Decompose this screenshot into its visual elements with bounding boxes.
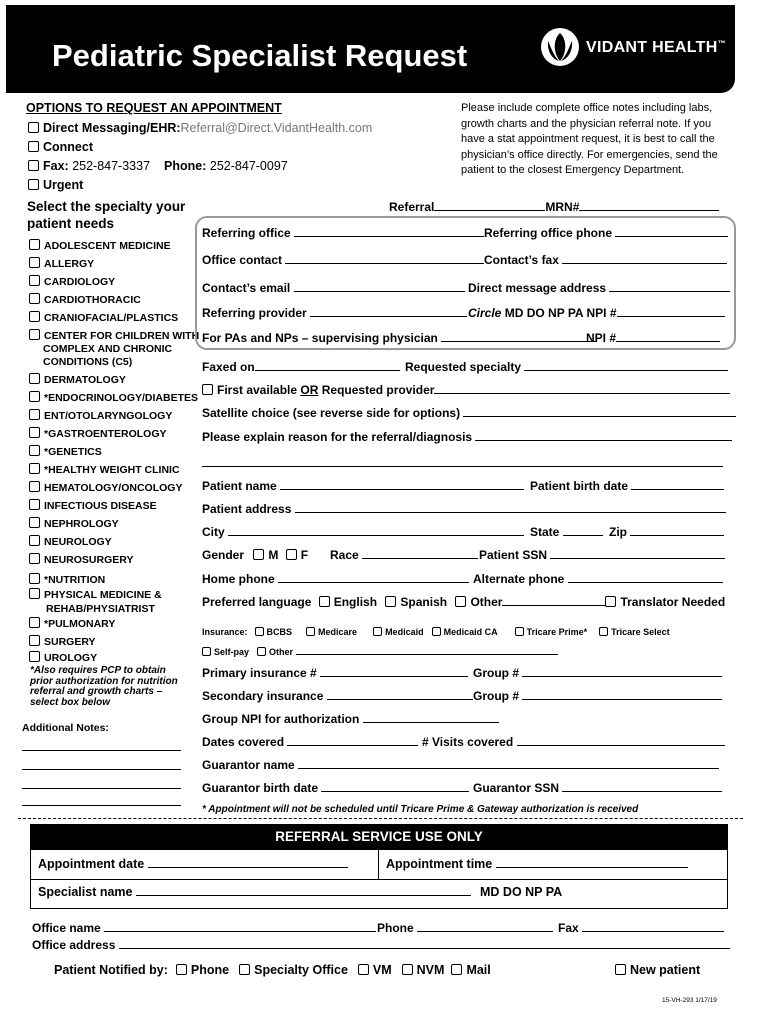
direct-checkbox[interactable]: [28, 122, 39, 133]
medicaid-checkbox[interactable]: [373, 627, 382, 636]
checkbox[interactable]: [29, 617, 40, 628]
spanish-checkbox[interactable]: [385, 596, 396, 607]
patient-notified-options[interactable]: Patient Notified by: Phone Specialty Office VM NVM Mail: [54, 963, 491, 977]
specialist-name-field[interactable]: Specialist name: [38, 885, 471, 899]
specialty-allergy[interactable]: ALLERGY: [29, 257, 94, 270]
alternate-phone-field[interactable]: Alternate phone: [473, 572, 723, 586]
notes-line[interactable]: [22, 805, 181, 806]
bcbs-checkbox[interactable]: [255, 627, 264, 636]
dates-covered-field[interactable]: Dates covered: [202, 735, 418, 749]
npi-field[interactable]: NPI #: [586, 331, 720, 345]
specialty-cardiology[interactable]: CARDIOLOGY: [29, 275, 115, 288]
insurance-options[interactable]: Insurance: BCBS Medicare Medicaid Medicaid CA Tricare Prime* Tricare Select: [202, 627, 670, 637]
specialist-credentials[interactable]: MD DO NP PA: [480, 885, 563, 899]
specialty-heading: Select the specialty your patient needs: [27, 199, 186, 231]
tricare-select-checkbox[interactable]: [599, 627, 608, 636]
medicare-checkbox[interactable]: [306, 627, 315, 636]
specialty-hematology[interactable]: HEMATOLOGY/ONCOLOGY: [29, 481, 182, 494]
specialty-physical-medicine[interactable]: PHYSICAL MEDICINE & REHAB/PHYSIATRIST: [29, 588, 162, 616]
fax-checkbox[interactable]: [28, 160, 39, 171]
translator-checkbox[interactable]: [605, 596, 616, 607]
guarantor-ssn-field[interactable]: Guarantor SSN: [473, 781, 722, 795]
specialty-dermatology[interactable]: DERMATOLOGY: [29, 373, 126, 386]
checkbox[interactable]: [29, 499, 40, 510]
specialty-urology[interactable]: UROLOGY: [29, 651, 97, 664]
office-name-field[interactable]: Office name: [32, 921, 376, 935]
supervising-physician-field[interactable]: For PAs and NPs – supervising physician: [202, 331, 597, 345]
first-available-checkbox[interactable]: [202, 384, 213, 395]
gender-field[interactable]: Gender M F: [202, 548, 309, 562]
notified-phone-checkbox[interactable]: [176, 964, 187, 975]
notes-line[interactable]: [22, 788, 181, 789]
options-heading: OPTIONS TO REQUEST AN APPOINTMENT: [26, 101, 282, 115]
instructions-notice: Please include complete office notes including labs, growth charts and the physician referral note. If you have a stat appointment request, it is best to call the physician’s office directly. For emergencies, send the patient to the closest Emergency Department.: [461, 102, 718, 177]
specialty-genetics[interactable]: *GENETICS: [29, 445, 102, 458]
checkbox[interactable]: [29, 409, 40, 420]
specialty-infectious[interactable]: INFECTIOUS DISEASE: [29, 499, 157, 512]
specialty-pulmonary[interactable]: *PULMONARY: [29, 617, 115, 630]
requested-specialty-field[interactable]: Requested specialty: [405, 360, 728, 374]
additional-notes-label: Additional Notes:: [22, 722, 109, 734]
notes-line[interactable]: [22, 769, 181, 770]
checkbox[interactable]: [29, 463, 40, 474]
group2-field[interactable]: Group #: [473, 689, 722, 703]
checkbox[interactable]: [29, 239, 40, 250]
specialty-gastro[interactable]: *GASTROENTEROLOGY: [29, 427, 167, 440]
notified-mail-checkbox[interactable]: [451, 964, 462, 975]
form-code: 15-VH-293 1/17/19: [662, 997, 717, 1004]
option-fax-phone[interactable]: Fax: 252-847-3337 Phone: 252-847-0097: [28, 159, 288, 173]
other-insurance-checkbox[interactable]: [257, 647, 266, 656]
direct-message-field[interactable]: Direct message address: [468, 281, 730, 295]
tricare-prime-checkbox[interactable]: [515, 627, 524, 636]
appointment-date-field[interactable]: Appointment date: [38, 857, 348, 871]
checkbox[interactable]: [29, 445, 40, 456]
primary-insurance-field[interactable]: Primary insurance #: [202, 666, 468, 680]
notified-vm-checkbox[interactable]: [358, 964, 369, 975]
office-contact-field[interactable]: Office contact: [202, 253, 484, 267]
notified-nvm-checkbox[interactable]: [402, 964, 413, 975]
group1-field[interactable]: Group #: [473, 666, 722, 680]
checkbox[interactable]: [29, 651, 40, 662]
service-divider: [30, 879, 728, 880]
circle-credentials[interactable]: Circle MD DO NP PA NPI #: [468, 306, 725, 320]
checkbox[interactable]: [29, 573, 40, 584]
notified-specialty-checkbox[interactable]: [239, 964, 250, 975]
office-address-field[interactable]: Office address: [32, 938, 730, 952]
patient-address-field[interactable]: Patient address: [202, 502, 726, 516]
home-phone-field[interactable]: Home phone: [202, 572, 469, 586]
referring-office-phone-field[interactable]: Referring office phone: [484, 226, 728, 240]
first-available-field[interactable]: First available OR Requested provider: [202, 383, 730, 397]
specialty-healthy-weight[interactable]: *HEALTHY WEIGHT CLINIC: [29, 463, 180, 476]
vidant-logo-icon: [540, 27, 580, 67]
appointment-time-field[interactable]: Appointment time: [386, 857, 688, 871]
connect-checkbox[interactable]: [28, 141, 39, 152]
service-divider: [30, 849, 728, 850]
satellite-choice-field[interactable]: Satellite choice (see reverse side for options): [202, 406, 736, 420]
service-divider: [378, 849, 379, 879]
checkbox[interactable]: [29, 481, 40, 492]
checkbox[interactable]: [29, 293, 40, 304]
specialty-craniofacial[interactable]: CRANIOFACIAL/PLASTICS: [29, 311, 178, 324]
service-heading: REFERRAL SERVICE USE ONLY: [275, 829, 483, 844]
state-field[interactable]: State: [530, 525, 603, 539]
specialty-adolescent[interactable]: ADOLESCENT MEDICINE: [29, 239, 171, 252]
checkbox[interactable]: [29, 329, 40, 340]
cut-line: [18, 818, 743, 819]
specialty-neurology[interactable]: NEUROLOGY: [29, 535, 112, 548]
specialty-endocrinology[interactable]: *ENDOCRINOLOGY/DIABETES: [29, 391, 198, 404]
checkbox[interactable]: [29, 588, 40, 599]
contacts-email-field[interactable]: Contact’s email: [202, 281, 465, 295]
page-title: Pediatric Specialist Request: [52, 38, 468, 73]
secondary-insurance-field[interactable]: Secondary insurance: [202, 689, 473, 703]
medicaid-ca-checkbox[interactable]: [432, 627, 441, 636]
contacts-fax-field[interactable]: Contact’s fax: [484, 253, 727, 267]
referring-provider-field[interactable]: Referring provider: [202, 306, 467, 320]
option-connect[interactable]: Connect: [28, 140, 93, 154]
other-language-checkbox[interactable]: [455, 596, 466, 607]
nutrition-note: *Also requires PCP to obtain prior authorization for nutrition referral and growth charts – select box below: [30, 665, 178, 708]
guarantor-name-field[interactable]: Guarantor name: [202, 758, 719, 772]
reason-line[interactable]: [202, 466, 723, 467]
checkbox[interactable]: [29, 257, 40, 268]
specialty-cardiothoracic[interactable]: CARDIOTHORACIC: [29, 293, 141, 306]
zip-field[interactable]: Zip: [609, 525, 724, 539]
checkbox[interactable]: [29, 275, 40, 286]
patient-name-field[interactable]: Patient name: [202, 479, 524, 493]
checkbox[interactable]: [29, 635, 40, 646]
option-urgent[interactable]: Urgent: [28, 178, 83, 192]
city-field[interactable]: City: [202, 525, 524, 539]
checkbox[interactable]: [29, 373, 40, 384]
gender-f-checkbox[interactable]: [286, 549, 297, 560]
selfpay-checkbox[interactable]: [202, 647, 211, 656]
faxed-on-field[interactable]: Faxed on: [202, 360, 400, 374]
option-direct-messaging[interactable]: Direct Messaging/EHR:Referral@Direct.VidantHealth.com: [28, 121, 372, 135]
specialty-center-children[interactable]: CENTER FOR CHILDREN WITH COMPLEX AND CHRONIC CONDITIONS (C5): [29, 329, 199, 369]
checkbox[interactable]: [29, 517, 40, 528]
patient-ssn-field[interactable]: Patient SSN: [479, 548, 725, 562]
insurance-options-2[interactable]: Self-pay Other: [202, 646, 558, 657]
patient-birth-date-field[interactable]: Patient birth date: [530, 479, 724, 493]
guarantor-birth-field[interactable]: Guarantor birth date: [202, 781, 469, 795]
gender-m-checkbox[interactable]: [253, 549, 264, 560]
specialty-nutrition[interactable]: *NUTRITION: [29, 573, 105, 586]
race-field[interactable]: Race: [330, 548, 478, 562]
service-fax-field[interactable]: Fax: [558, 921, 724, 935]
english-checkbox[interactable]: [319, 596, 330, 607]
checkbox[interactable]: [29, 311, 40, 322]
service-phone-field[interactable]: Phone: [377, 921, 553, 935]
group-npi-field[interactable]: Group NPI for authorization: [202, 712, 499, 726]
urgent-checkbox[interactable]: [28, 179, 39, 190]
referring-office-field[interactable]: Referring office: [202, 226, 484, 240]
checkbox[interactable]: [29, 391, 40, 402]
visits-covered-field[interactable]: # Visits covered: [422, 735, 725, 749]
tricare-note: * Appointment will not be scheduled until Tricare Prime & Gateway authorization is received: [202, 804, 639, 815]
checkbox[interactable]: [29, 535, 40, 546]
logo-text: VIDANT HEALTH™: [586, 39, 726, 56]
specialty-nephrology[interactable]: NEPHROLOGY: [29, 517, 119, 530]
reason-field[interactable]: Please explain reason for the referral/diagnosis: [202, 430, 732, 444]
notes-line[interactable]: [22, 750, 181, 751]
specialty-neurosurgery[interactable]: NEUROSURGERY: [29, 553, 133, 566]
checkbox[interactable]: [29, 427, 40, 438]
specialty-surgery[interactable]: SURGERY: [29, 635, 96, 648]
preferred-language-field[interactable]: Preferred language English Spanish Other Translator Needed: [202, 595, 726, 609]
new-patient-option[interactable]: New patient: [615, 963, 700, 977]
specialty-ent[interactable]: ENT/OTOLARYNGOLOGY: [29, 409, 172, 422]
new-patient-checkbox[interactable]: [615, 964, 626, 975]
checkbox[interactable]: [29, 553, 40, 564]
referral-field[interactable]: Referral MRN#: [389, 200, 719, 214]
